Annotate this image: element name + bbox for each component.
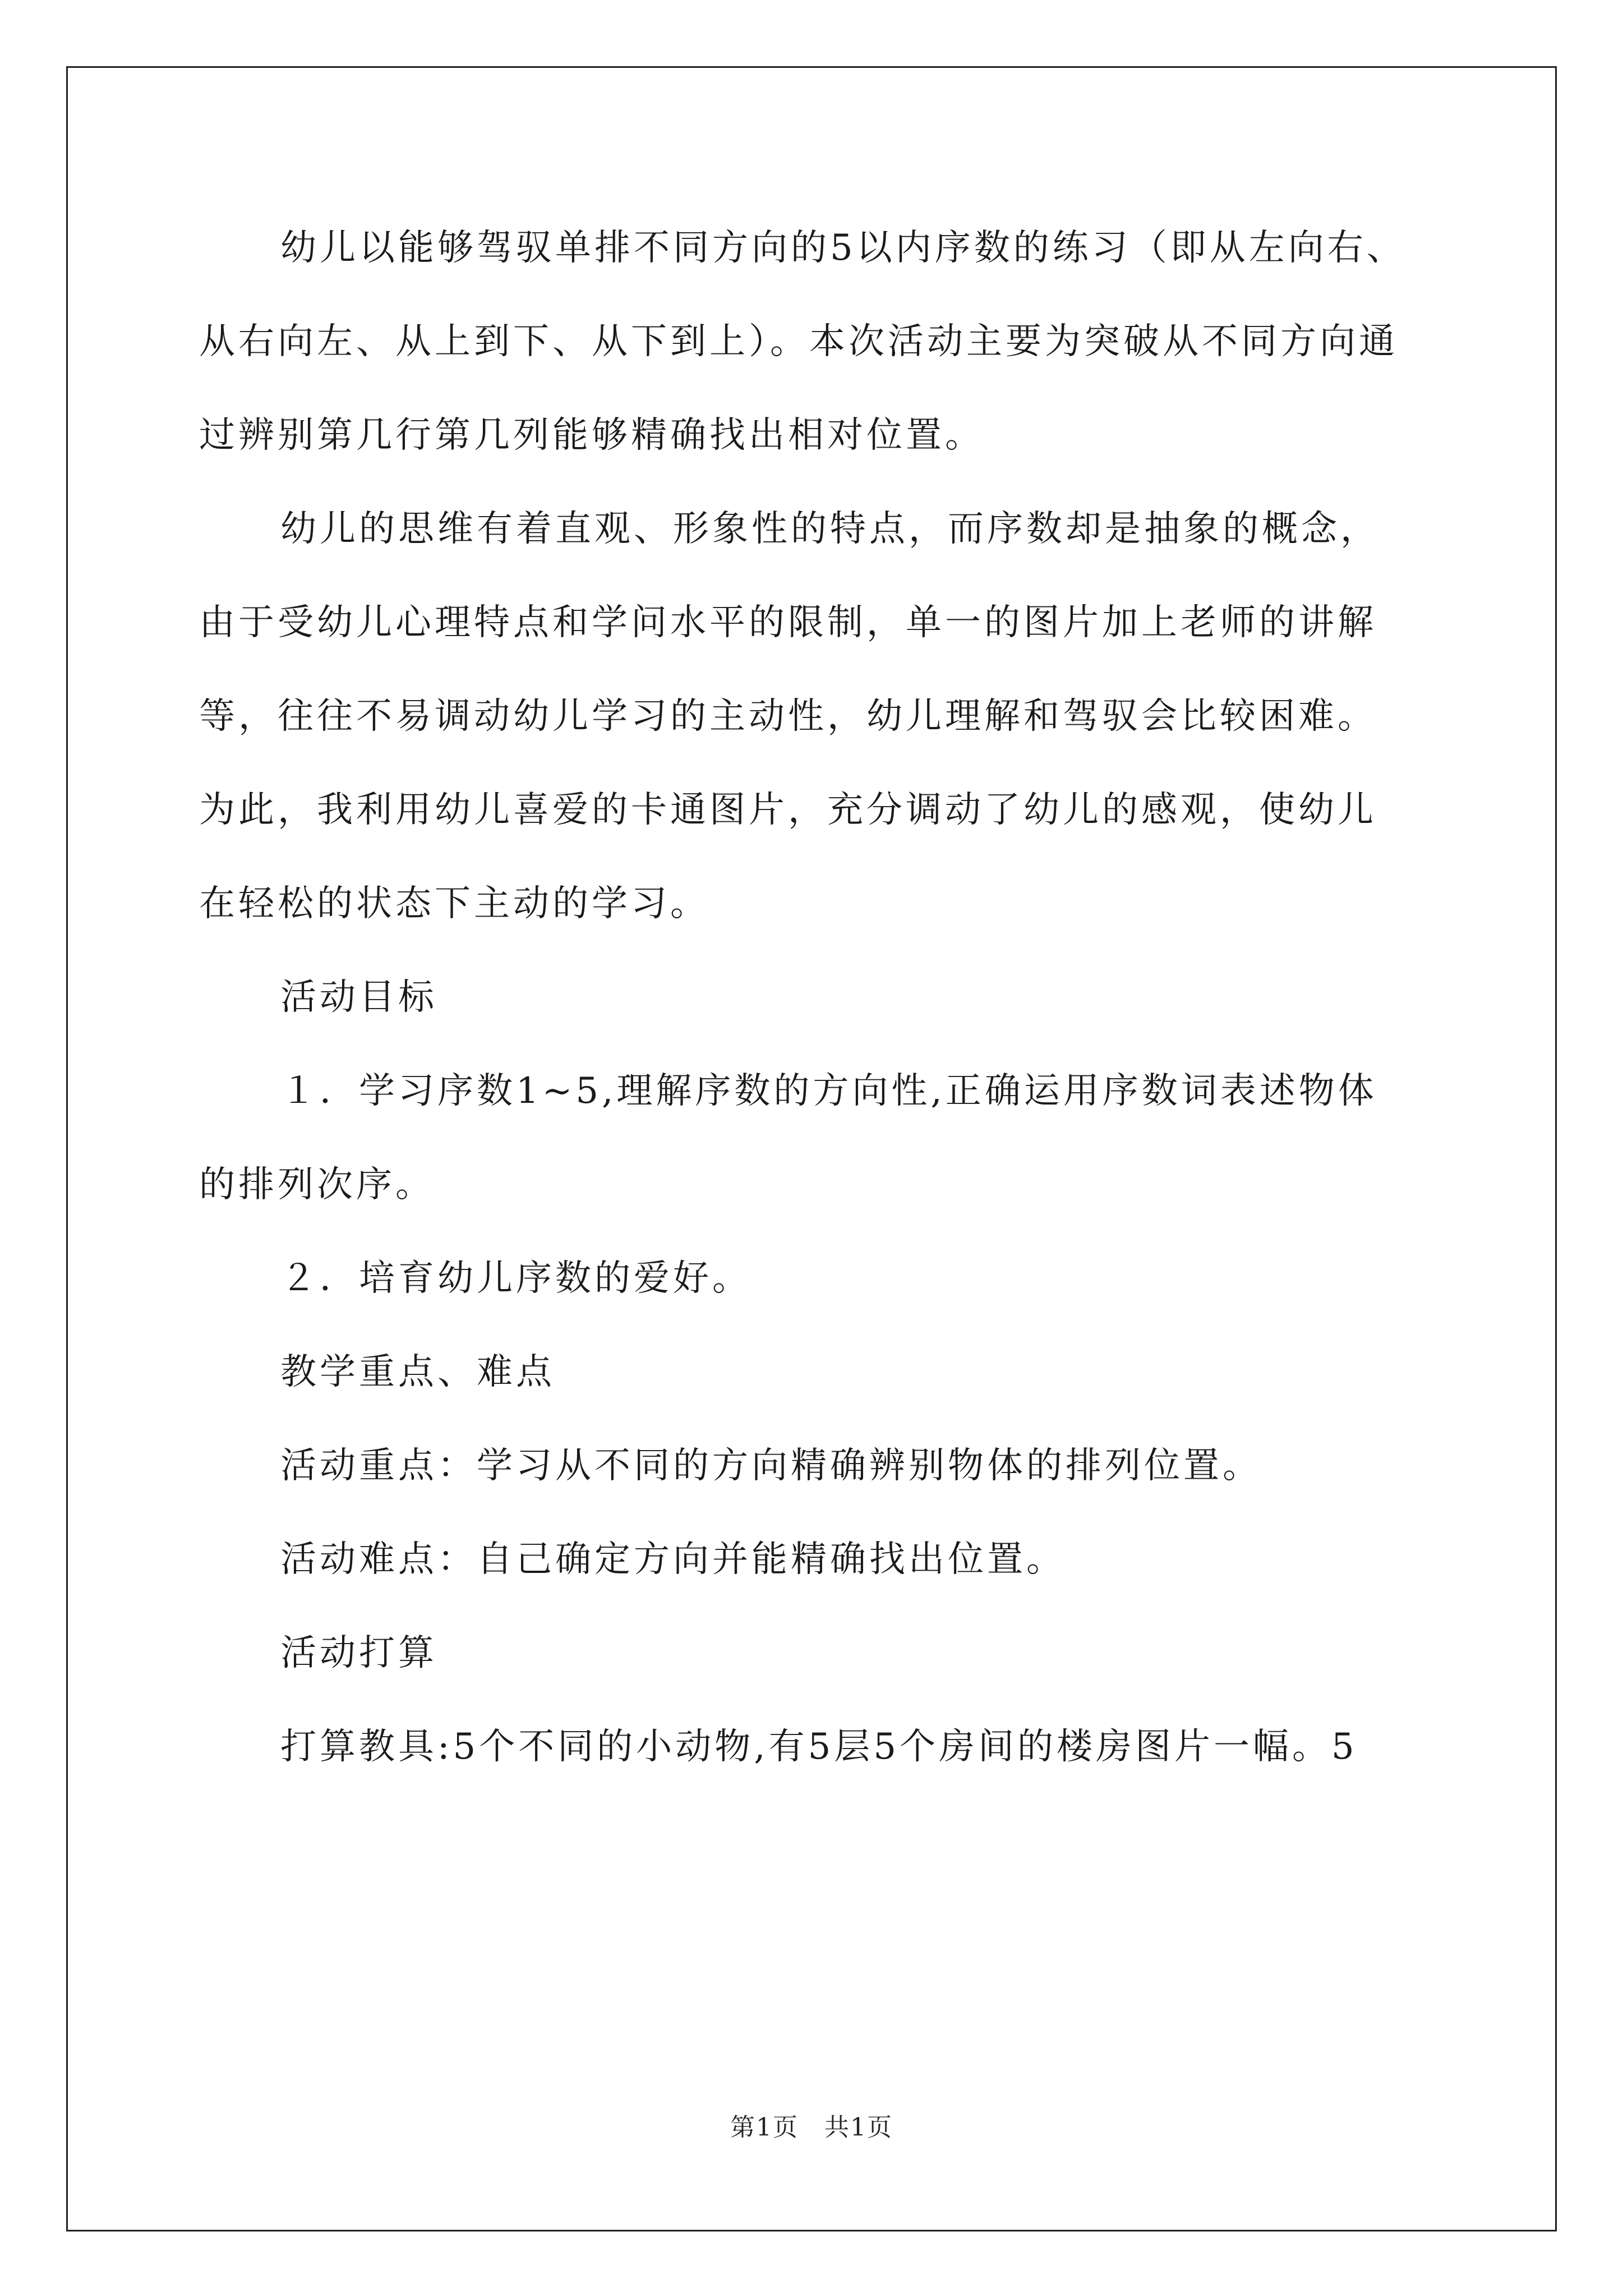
text-line: 为此，我利用幼儿喜爱的卡通图片，充分调动了幼儿的感观，使幼儿 <box>199 789 1377 831</box>
text-line: 在轻松的状态下主动的学习。 <box>199 883 709 924</box>
text-line: 打算教具:5个不同的小动物,有5层5个房间的楼房图片一幅。5 <box>280 1726 1358 1768</box>
text-line: 活动重点：学习从不同的方向精确辨别物体的排列位置。 <box>280 1445 1262 1487</box>
text-line: １．学习序数1~5,理解序数的方向性,正确运用序数词表述物体 <box>280 1070 1377 1112</box>
text-line: ２．培育幼儿序数的爱好。 <box>280 1258 751 1299</box>
section-heading: 教学重点、难点 <box>280 1351 555 1393</box>
text-line: 幼儿以能够驾驭单排不同方向的5以内序数的练习（即从左向右、 <box>280 227 1406 269</box>
text-line: 从右向左、从上到下、从下到上）。本次活动主要为突破从不同方向通 <box>199 321 1398 362</box>
page-border <box>66 66 1557 2231</box>
text-line: 过辨别第几行第几列能够精确找出相对位置。 <box>199 415 984 456</box>
section-heading: 活动目标 <box>280 977 437 1018</box>
text-line: 幼儿的思维有着直观、形象性的特点，而序数却是抽象的概念， <box>280 508 1380 550</box>
page-footer: 第1页 共1页 <box>730 2113 893 2142</box>
text-line: 由于受幼儿心理特点和学问水平的限制，单一的图片加上老师的讲解 <box>199 602 1377 643</box>
text-line: 等，往往不易调动幼儿学习的主动性，幼儿理解和驾驭会比较困难。 <box>199 696 1377 737</box>
text-line: 的排列次序。 <box>199 1164 435 1205</box>
section-heading: 活动打算 <box>280 1632 437 1674</box>
text-line: 活动难点：自己确定方向并能精确找出位置。 <box>280 1539 1066 1580</box>
